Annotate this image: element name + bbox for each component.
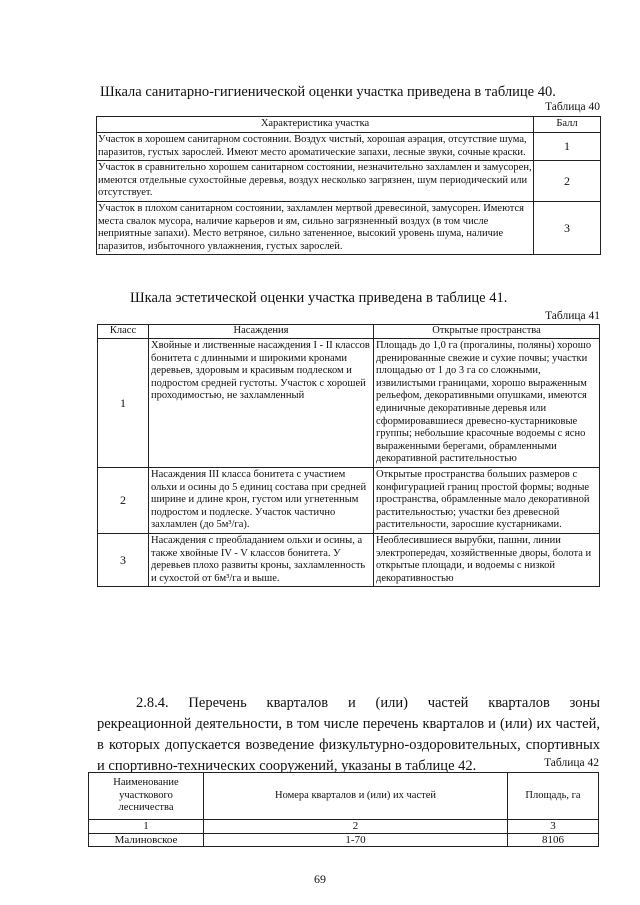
table42-area: 8106 <box>508 833 599 847</box>
table42-forestry: Малиновское <box>89 833 204 847</box>
table41-row2-open: Открытые пространства больших размеров с конфигурацией границ простой формы; водные пространства, обрамленные мало декоративной растительностью; участки без древесной растительности, заросшие кустарниками. <box>374 467 600 533</box>
paragraph-rest: рекреационной деятельности, в том числе перечень кварталов и (или) их частей, в которых допускается возведение физкультурно-оздоровительных, спортивных и спортивно-технических сооружений, указаны в таблице 42. <box>97 716 600 774</box>
table41-intro: Шкала эстетической оценки участка приведена в таблице 41. <box>130 290 508 306</box>
table42-col2-number: 2 <box>204 820 508 834</box>
table40-row2-text: Участок в сравнительно хорошем санитарном состоянии, незначительно захламлен и замусорен, имеются отдельные сухостойные деревья, воздух несколько загрязнен, шум периодический или отсутствует. <box>97 161 534 202</box>
table40-row2-score: 2 <box>534 161 601 202</box>
table42-col1-number: 1 <box>89 820 204 834</box>
table40-row1-score: 1 <box>534 133 601 161</box>
table42-col3-number: 3 <box>508 820 599 834</box>
table41-label: Таблица 41 <box>545 310 600 322</box>
table-42 <box>88 772 599 847</box>
table41-row2-plantings: Насаждения III класса бонитета с участием ольхи и осины до 5 единиц состава при средней ширине и длине крон, густом или угнетенным подростом и подлеске. Участок частично захламлен (до 5м³/га). <box>149 467 374 533</box>
table41-header-open-spaces: Открытые пространства <box>374 325 600 339</box>
table40-label: Таблица 40 <box>545 101 600 113</box>
table41-row3-class: 3 <box>98 533 149 586</box>
table41-header-plantings: Насаждения <box>149 325 374 339</box>
table41-row3-open: Необлесившиеся вырубки, пашни, линии электропередач, хозяйственные дворы, болота и открытые площади, и водоемы с низкой декоративностью <box>374 533 600 586</box>
table40-row3-score: 3 <box>534 201 601 254</box>
table-row <box>97 201 601 254</box>
table42-header-forestry: Наименование участкового лесничества <box>89 773 204 820</box>
table-row <box>97 133 601 161</box>
table41-row1-class: 1 <box>98 339 149 468</box>
paragraph-first-line: 2.8.4. Перечень кварталов и (или) частей кварталов зоны <box>136 695 600 711</box>
table40-intro: Шкала санитарно-гигиенической оценки участка приведена в таблице 40. <box>100 84 556 100</box>
table41-row2-class: 2 <box>98 467 149 533</box>
page-number: 69 <box>314 872 326 886</box>
table-41 <box>97 324 600 587</box>
table40-row1-text: Участок в хорошем санитарном состоянии. Воздух чистый, хорошая аэрация, отсутствие шума, паразитов, густых зарослей. Имеют место ароматические запахи, лесные звуки, сочные краски. <box>97 133 534 161</box>
table-row <box>98 467 600 533</box>
table-row <box>97 161 601 202</box>
table-row <box>89 820 599 834</box>
table42-label: Таблица 42 <box>544 757 599 769</box>
table40-header-score: Балл <box>534 117 601 133</box>
table42-header-area: Площадь, га <box>508 773 599 820</box>
table-row <box>98 533 600 586</box>
table42-quarters: 1-70 <box>204 833 508 847</box>
table42-header-quarters: Номера кварталов и (или) их частей <box>204 773 508 820</box>
table41-row1-open: Площадь до 1,0 га (прогалины, поляны) хорошо дренированные свежие и сухие почвы; участки площадью от 1 до 3 га со сложными, извилистыми границами, хорошо выраженным рельефом, декоративными опушками, имеются единичные декоративные деревья или сформировавшиеся древесно-кустарниковые группы; небольшие красочные водоемы с ясно выраженными берегами, обрамленными декоративной растительностью <box>374 339 600 468</box>
table-row <box>89 833 599 847</box>
table-row <box>98 339 600 468</box>
table-40 <box>96 116 601 255</box>
table41-header-class: Класс <box>98 325 149 339</box>
table41-row3-plantings: Насаждения с преобладанием ольхи и осины, а также хвойные IV - V классов бонитета. У деревьев плохо развиты кроны, захламленность и сухостой от 6м³/га и выше. <box>149 533 374 586</box>
table41-row1-plantings: Хвойные и лиственные насаждения I - II классов бонитета с длинными и широкими кронами деревьев, здоровым и красивым подлеском и подростом средней густоты. Участок с хорошей проходимостью, не захламленный <box>149 339 374 468</box>
table40-row3-text: Участок в плохом санитарном состоянии, захламлен мертвой древесиной, замусорен. Имеются места свалок мусора, наличие карьеров и ям, сильно загрязненный воздух (в том числе неприятные запахи). Место ветряное, сильно затененное, высокий уровень шума, наличие паразитов, избыточного увлажнения, густых зарослей. <box>97 201 534 254</box>
table40-header-characteristic: Характеристика участка <box>97 117 534 133</box>
